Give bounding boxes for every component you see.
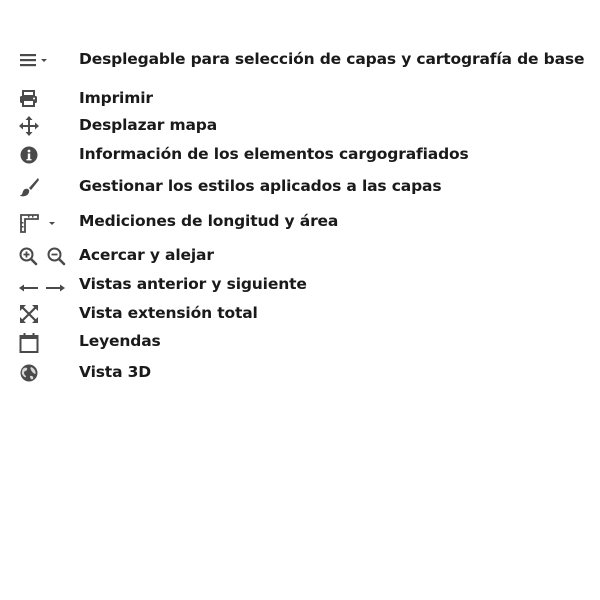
paintbrush-icon <box>18 175 74 199</box>
legend-row-styles <box>0 175 600 199</box>
legend-label-pan: Desplazar mapa <box>79 116 218 134</box>
legend-row-print <box>0 87 600 111</box>
printer-icon <box>18 87 74 111</box>
hamburger-dropdown-icon <box>18 48 74 72</box>
prev-next-arrows-icon <box>18 273 74 297</box>
legend-label-zoom: Acercar y alejar <box>79 246 214 264</box>
legend-label-extent: Vista extensión total <box>79 304 258 322</box>
ruler-dropdown-icon <box>18 210 74 234</box>
legend-label-layers: Desplegable para selección de capas y cartografía de base <box>79 50 585 68</box>
zoom-in-out-icon <box>18 244 74 268</box>
globe-icon <box>18 361 74 385</box>
move-arrows-icon <box>18 114 74 138</box>
legend-label-history: Vistas anterior y siguiente <box>79 275 307 293</box>
legend-label-3d: Vista 3D <box>79 363 151 381</box>
legend-label-info: Información de los elementos cargografiados <box>79 145 469 163</box>
legend-row-3d <box>0 361 600 385</box>
full-extent-icon <box>18 302 74 326</box>
legend-row-zoom <box>0 244 600 268</box>
legend-row-extent <box>0 302 600 326</box>
legend-row-info <box>0 143 600 167</box>
legend-label-measure: Mediciones de longitud y área <box>79 212 339 230</box>
legend-row-measure <box>0 210 600 234</box>
legend-row-legends <box>0 330 600 354</box>
legend-row-pan <box>0 114 600 138</box>
info-icon <box>18 143 74 167</box>
legend-row-layers <box>0 48 600 72</box>
calendar-legend-icon <box>18 330 74 354</box>
legend-row-history <box>0 273 600 297</box>
legend-label-print: Imprimir <box>79 89 153 107</box>
legend-label-legends: Leyendas <box>79 332 161 350</box>
legend-label-styles: Gestionar los estilos aplicados a las capas <box>79 177 442 195</box>
